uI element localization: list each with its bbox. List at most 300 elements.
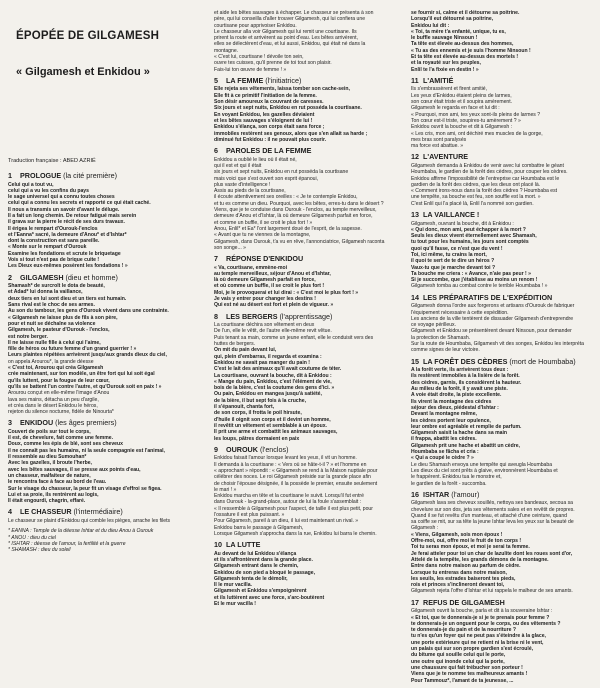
text-line: Pour Gilgamesh, pareil à un dieu, il lui est maintenant un rival. » [214,518,359,525]
text-line: six jours et sept nuits, Enkidou en rut posséda la courtisane [214,169,349,176]
text-line: Gilgamesh, ouvrant la bouche, dit à Enkidou : [411,220,514,227]
text-line: Au son du tambour, les gens d'Ourouk vivent dans une contrainte. [8,308,169,315]
section-title: LES PRÉPARATIFS DE L'EXPÉDITION [421,292,553,302]
text-line: prirent la route et arrivèrent au point d'eau. Les bêtes arrivèrent, [214,35,358,42]
text-line: diminué fut Enkidou : il ne pouvait plus courir. [214,136,327,143]
text-line: Son désir amoureux la couvrant de caresses. [214,99,324,106]
text-line: là où demeure Gilgamesh parfait en force, [214,277,316,284]
text-line: rejeton du silence nocturne, fidèle de Ninourta* [8,409,114,416]
section-heading [411,211,600,220]
section-number: 7 [214,254,218,264]
footnote: * SHAMASH : dieu du soleil [8,547,71,554]
text-line: Lui et sa proie, ils rentrèrent au logis, [8,491,99,498]
section-subtitle: (les âges premiers) [53,418,117,428]
text-line: leur ombre est agréable et remplie de parfum. [411,423,522,430]
section [214,541,404,607]
text-line: Il a fait un long chemin. De retour fatigué mais serein [8,212,137,219]
text-line: Doux, comme les épis de blé, sont ses cheveux [8,441,123,448]
text-line: « Qui donc, mon ami, peut échapper à la mort ? [411,226,526,233]
text-line: Gilgamesh rejeta l'offre d'Ishtar et lui rappela le malheur de ses amants. [411,588,573,595]
text-line: Seuls les dieux vivent éternellement avec Shamash, [411,233,537,240]
text-line: Viens, que je te conduise dans Ourouk - l'enclos, au temple merveilleux, [214,207,377,214]
text-line: lava ses mains, détacha un peu d'argile, [8,396,99,403]
section-subtitle: (dieu et homme) [63,272,118,282]
text-line: Gilgamesh entrant dans le chemin, [214,563,299,570]
text-line: au temple merveilleux, séjour d'Anou et d'Ishtar, [214,270,331,277]
text-line: Les anciens de la ville tentèrent de dissuader Gilgamesh d'entreprendre [411,315,574,322]
text-line: qu'ils luttent, pour la fougue de leur cœur, [8,377,110,384]
text-line: « Les cris, mon ami, ont déchiré mes muscles de la gorge, [411,130,543,137]
text-line: Gilgamesh demanda à Enkidou de venir avec lui combattre le géant [411,162,564,169]
text-line: et tu es comme un dieu. Pourquoi, avec les bêtes, erres-tu dans le désert ? [214,200,384,207]
text-line: Examine les fondations et scrute le briquetage [8,250,121,257]
text-line: « Et toi, que te donnerais-je si je te prenais pour femme ? [411,614,550,621]
section-number: 8 [214,311,218,321]
text-line: mais voici que s'est ouvert son esprit épanoui, [214,175,319,182]
section-subtitle: (l'intermédiaire) [71,507,123,517]
section [411,153,600,207]
section-number: 3 [8,418,12,428]
text-line: Gilgamesh ouvrit la bouche, parla et dit à la souveraine Ishtar : [411,608,553,615]
section-number: 13 [411,210,419,220]
text-line: célébrer des noces. Le roi Gilgamesh préside sur la grande place afin [214,474,371,481]
text-line: elles se délectèrent d'eau, et lui aussi, Enkidou, qui était né dans la [214,41,366,48]
text-line: Il était engourdi, chagrin, effaré. [8,498,86,505]
text-line: Quand il se fut revêtu d'un manteau, et attaché d'une ceinture, quand [411,512,567,519]
text-line: La courtisane, ouvrant la bouche, dit à Enkidou : [214,372,332,379]
section [214,147,404,251]
section [411,358,600,487]
text-line: Celui qui a tout vu, [8,181,54,188]
continued-text [411,10,600,73]
section-number: 15 [411,356,419,366]
text-line: Enkidou lui dit : [411,22,450,29]
section-number: 12 [411,152,419,162]
text-line: il est, de chevelure, fait comme une femme. [8,435,114,442]
section-number: 16 [411,489,419,499]
text-line: « Mange du pain, Enkidou, c'est l'élément de vie, [214,378,332,385]
text-line: il grava sur la pierre le récit de ses durs travaux. [8,219,125,226]
text-line: « Va, courtisane, emmène-moi [214,264,288,271]
text-line: Enkidou faisait l'amour lorsque levant les yeux, il vit un homme. [214,455,357,462]
section-title: LE CHASSEUR [18,507,72,517]
section-title: LA FEMME [224,75,264,85]
section [411,211,600,290]
text-line: gardien de la forêt des cèdres, que les dieux ont placé là. [411,181,541,188]
section-title: REFUS DE GILGAMESH [421,597,505,607]
text-line: et les bêtes sauvages s'éloignent de lui ! [214,117,313,124]
text-line: Enkidou de son pied a bloqué le passage, [214,569,316,576]
text-line: « Il ressemble à Gilgamesh pour l'aspect, de taille il est plus petit, pour [214,505,373,512]
text-line: Six jours et sept nuits, Enkidou en rut posséda la courtisane. [214,105,362,112]
section-title: LA LUTTE [224,540,261,550]
text-line: sa coiffe se mit, sur sa tête la jeune Ishtar leva les yeux sur la beauté de [411,519,574,526]
text-line: Toi, ici même, tu crains la mort, [411,252,487,258]
text-line: il écoute attentivement ses oreilles : « Je te contemple Enkidou, [214,194,358,201]
text-line: l'équipement nécessaire à cette expédition. [411,309,509,316]
section-title: L'AVENTURE [421,152,469,162]
text-line: bois de la bière, c'est la coutume des gens d'ici. » [214,385,335,392]
text-line: une porte extérieure qui ne retient ni la brise ni le vent, [411,639,544,646]
text-line: C'est Enlil qui l'a placé là, Enlil l'a nommé son gardien. [411,200,534,207]
text-line: crée maintenant, sur ton modèle, un être fort qui lui soit égal [8,371,155,378]
text-line: « Toi, ta mère t'a enfanté, unique, tu es, [411,28,506,35]
text-line: les cèdres portent leur opulence, [411,417,491,424]
text-line: Puis tenant sa main, comme un jeune enfant, elle le conduisit vers des [214,334,374,341]
section-number: 1 [8,171,12,180]
section-title: OUROUK [224,444,258,454]
section-number: 11 [411,75,419,85]
section-title: PROLOGUE [18,171,62,180]
text-line: et créa dans le désert Enkidou le héros, [8,402,98,409]
text-line: qui, plein d'embarras, il regarda et examina : [214,353,322,360]
text-line: ma force est abattue. » [411,143,464,150]
text-line: Gilgamesh prit une hache et abattit un cèdre, [411,442,520,449]
text-line: Il ne laisse nulle fille à celui qui l'aime, [8,339,101,346]
page-title: ÉPOPÉE DE GILGAMESH [16,30,160,42]
section-title: ISHTAR [421,489,450,499]
section [411,491,600,595]
text-line: le mari ! » [214,486,237,493]
text-line: le rencontra face à face au bord de l'eau. [8,479,107,486]
text-line: Ils virent la montagne des cèdres [411,398,492,405]
text-line: tu n'es qu'un foyer qui ne peut pas s'éteindre à la glace, [411,633,546,640]
section-number: 17 [411,597,419,607]
text-line: Houmbaba se fâcha et cria : [411,449,479,456]
section-subtitle: (l'amour) [449,489,480,499]
continued-text [214,10,404,73]
text-line: « C'est lui, courtisane ! dévoile ton sein, [214,54,304,61]
text-line: Couvert de poils sur tout le corps, [8,428,91,435]
text-line: est notre berger. [8,333,48,340]
section-heading [411,491,600,500]
text-line: celui qui a connu les secrets et rapporté ce qui était caché. [8,200,151,207]
section-number: 4 [8,507,12,517]
text-line: Le dieu Shamash envoya une tempête qui aveugla Houmbaba [411,461,553,468]
text-line: séjour des dieux, piédestal d'Ishtar : [411,404,499,411]
text-line: Gilgamesh et Enkidou se présentèrent devant Ninsoun, pour demander [411,328,572,335]
text-line: « Comment irons-nous dans la forêt des cèdres ? Houmbaba est [411,188,558,195]
text-line: Lorsque Gilgamesh s'approcha dans la rue, Enkidou lui barra le chemin. [214,530,377,537]
text-line: Au devant de lui Enkidou s'élança [214,550,297,557]
section-list [214,77,404,607]
section-number: 9 [214,444,218,454]
text-line: Vois si tout n'est pas de brique cuite ! [8,257,100,264]
text-line: « Tu as des ennemis et je suis l'homme Ninsoun ! [411,47,531,54]
text-line: Et ta tête est élevée au-dessus des mortels ! [411,54,519,61]
text-line: fille de héros ou future femme d'un grand guerrier ! » [8,346,137,353]
text-line: comme signes de leur victoire. [411,347,480,354]
text-line: rois et princes s'inclineront devant toi, [411,582,505,589]
text-line: tu tout pour les humains, les jours sont comptés [411,239,529,246]
text-line: Avec les gazelles, il broute l'herbe, [8,460,92,467]
text-line: Fais-lui ton œuvre de femme ! » [214,66,287,73]
text-line: Offre-moi, oui, offre moi le fruit de ton corps ! [411,538,522,545]
footnote: * EANNA : Temple de la déesse Ishtar et du dieu Anou à Ourouk [8,528,154,535]
text-line: Lorsque tu entreras dans notre maison, [411,569,507,576]
text-line: avec les bêtes sauvages, il se presse aux points d'eau, [8,466,141,473]
section-heading [214,77,404,86]
text-line: Si je succombe, que j'établisse au moins un renom ! [411,277,538,284]
section-subtitle: (l'enclos) [257,444,289,454]
column-right [411,10,600,688]
section [8,508,206,524]
text-line: Qui est né au désert est fort et plein de vigueur. » [214,302,334,309]
text-line: un palais qui sur son propre gardien s'est écroulé, [411,646,534,653]
text-line: le frappèrent. Enkidou tua le monstre et, [411,474,502,481]
text-line: « approchant » répondit : « Gilgamesh se rend à la Maison nuptiale pour [214,467,378,474]
text-line: Enkidou s'élança, son corps était sans force ; [214,124,325,131]
text-line: Anou, Enlil* et Ea* l'ont largement doué de l'esprit, de la sagesse. [214,225,362,232]
text-line: Elle rejeta ses vêtements, laissa tomber son cache-sein, [214,86,350,93]
text-line: Devant la montagne même, [411,411,477,418]
text-line: te donnerais-je un onguent pour le corps, ou des vêtements ? [411,620,561,627]
text-line: Entre dans notre maison au parfum de cèdre. [411,563,521,570]
text-line: Le chasseur se plaint d'Enkidou qui comble les pièges, arrache les filets [8,517,171,524]
text-line: « Pourquoi, mon ami, tes yeux sont-ils pleins de larmes ? [411,111,541,118]
text-line: Gilgamesh tomba au combat contre le terrible Houmbaba ! » [411,283,548,290]
text-line: son songe... » [214,244,247,251]
text-line: Le chasseur alla voir Gilgamesh qui lui remit une courtisane. Ils [214,28,357,35]
section-heading [8,419,206,428]
text-line: « Monte sur le rempart d'Ourouk [8,244,87,251]
text-line: un chasseur, malfaiteur de nature, [8,472,91,479]
section-heading [214,313,404,322]
text-line: C'est le lait des animaux qu'il avait coutume de téter. [214,366,342,373]
section-heading [214,255,404,264]
text-line: « Viens, Gilgamesh, sois mon époux ! [411,531,503,538]
text-line: pour et nuit se déchaîne sa violence [8,320,96,327]
text-line: une tempête, sa bouche est feu, son souffle est la mort. » [411,194,541,201]
text-line: « C'est toi, Arourou qui créa Gilgamesh [8,365,104,372]
text-line: de la bière, il but sept fois à la cruche, [214,397,306,404]
text-line: il ressemble au dieu Sumouhan* [8,454,87,461]
text-line: et aide les bêtes sauvages à échapper. Le chasseur se présenta à son [214,10,374,16]
section-subtitle: (mort de Houmbaba) [507,356,576,366]
text-line: les seuils, les estrades baiseront tes pieds, [411,575,516,582]
section-heading [411,599,600,608]
text-line: Gilgamesh saisit la hache dans sa main [411,430,507,437]
text-line: Gilgamesh tenta de le démolir, [214,575,288,582]
text-line: il quoi te sert de te dire un héros ? [411,258,495,265]
section [411,294,600,354]
text-line: De l'un, elle le vêtit, de l'autre elle-même revit vêtue. [214,328,332,335]
text-line: La courtisane déchira son vêtement en deux [214,322,315,329]
text-line: et ils s'affrontèrent dans la grande place. [214,556,313,563]
text-line: mes bras sont paralysés [411,136,467,143]
text-line: Moi, je le provoquerai et lui dirai : « C'est moi le plus fort ! » [214,289,359,296]
text-line: les loups, pâtres dormaient en paix [214,435,300,442]
text-line: Lorsqu'il eut détourné sa poitrine, [411,16,494,23]
text-line: Ils s'embrassèrent et firent amitié, [411,86,487,93]
text-line: dont la construction est sans pareille. [8,238,100,245]
section-title: ENKIDOU [18,418,54,428]
text-line: Enkidou affirme l'impossibilité de l'entreprise car Houmbaba est le [411,175,560,182]
text-line: montagne. [214,47,239,54]
text-line: Viens que je te nomme tes malheureux amants ! [411,671,528,678]
text-line: Gilgamesh, le pasteur d'Ourouk - l'enclos, [8,327,110,334]
text-line: Les yeux d'Enkidou étaient pleins de larmes, [411,92,512,99]
text-line: quoi qu'il fasse, ce n'est que du vent ! [411,245,503,252]
text-line: « Avant que tu ne viennes de la montagne, [214,232,311,239]
text-line: Il le mur vacilla. [214,582,252,589]
section-list [411,77,600,684]
text-line: Sur le visage du chasseur, la peur fit un visage d'effroi se figea. [8,485,162,492]
text-line: Gilgamesh donna l'ordre aux forgerons et artisans d'Ourouk de fabriquer [411,303,575,310]
section-number: 10 [214,540,222,550]
text-line: Enkidou ouvrit la bouche et dit à Gilgamesh : [411,124,513,131]
text-line: et l'Eanna* sacré, la demeure d'Anou* et d'Ishtar* [8,231,127,238]
section-title: LA VAILLANCE ! [421,210,480,220]
section [214,446,404,537]
footnotes [8,528,206,553]
text-line: Pour Tammouz*, l'amant de ta jeunesse, ... [411,677,514,684]
text-line: Il nous a transmis un savoir d'avant le déluge. [8,206,120,213]
text-line: l'ossature il est plus puissant. » [214,511,285,518]
text-line: A voie était droite, la piste excellente. [411,392,502,399]
text-line: il s'épanouit, chanta fort, [214,404,275,411]
text-line: Et le mur vacilla ! [214,601,256,608]
text-line: Il érigea le rempart d'Ourouk-l'enclos [8,225,98,232]
column-middle [214,10,404,611]
section-title: RÉPONSE D'ENKIDOU [224,254,304,264]
section-heading [214,147,404,156]
text-line: et ils luttèrent avec une force, s'arc-boutèrent [214,594,325,601]
text-line: on appela Arourou*, la grande déesse [8,358,94,365]
section-title: L'AMITIÉ [421,75,454,85]
text-line: Je ferai atteler pour toi un char de lazulite dont les roues sont d'or, [411,550,573,557]
section-subtitle: (l'apprentissage) [277,311,333,321]
text-line: le buffle sauvage Ninsoun ! [411,35,478,42]
section-subtitle: (l'initiatrice) [263,75,302,85]
text-line: et la royauté sur les peuples, [411,60,481,67]
section-heading [8,508,206,517]
text-line: Gilgamesh, dans Ourouk, t'a vu en rêve, l'annonciatrice, Gilgamesh raconta [214,238,385,245]
text-line: Ta tête est élevée au-dessus des hommes, [411,41,514,48]
text-line: courtisane pour apprivoiser Enkidou. [214,22,297,29]
text-line: il revêtit un vêtement et semblable à un époux. [214,422,327,429]
text-line: Ou pain, Enkidou en mangea jusqu'à satiété, [214,391,322,398]
text-line: chevelure sur son dos, jeta ses vêtements sales et en revêtit de propres. [411,506,575,513]
text-line: plus vaste d'intelligence ! [214,181,271,188]
section-heading [411,358,600,367]
section [214,255,404,309]
section-number: 5 [214,75,218,85]
text-line: « Gilgamesh ne laisse plus de fils à son père, [8,314,118,321]
text-line: Il prit une arme et combattit les animaux sauvages, [214,429,338,436]
text-line: huttes de bergers. [214,341,256,348]
text-line: le sage universel qui a connu toutes choses [8,194,115,201]
section [214,313,404,442]
text-line: Il demanda à la courtisane : « Vers où se hâte-t-il ? » et l'homme en [214,461,367,468]
text-line: demeure d'Anou et d'Ishtar, là où demeure Gilgamesh parfait en force, [214,213,373,220]
text-line: et où comme un buffle, il se croit le plus fort ! [214,283,325,290]
text-line: il ne connaît pas les humains, ni la seule compagnie est l'animal, [8,447,165,454]
text-line: Shamash* de surcroît le dota de beauté, [8,283,105,290]
text-line: ouvre tes cuisses, qu'il prenne de toi tout son plaisir. [214,60,332,67]
text-line: Houmbaba, le gardien de la forêt des cèdres, pour couper les cèdres. [411,169,568,176]
text-line: Elle fit à ce primitif l'initiation de la femme. [214,92,317,99]
section-title: PAROLES DE LA FEMME [224,146,312,156]
text-line: immobiles restèrent ses genoux, alors que s'en allait sa harde ; [214,130,368,137]
section-heading [411,294,600,303]
section-heading [214,541,404,550]
text-line: Vaux-tu que je marche devant toi ? [411,264,496,271]
text-line: il frappa, abattit les cèdres. [411,436,477,443]
section [8,419,206,504]
text-line: celui qui a vu les confins du pays [8,187,89,194]
text-line: la protection de Shamash. [411,334,471,341]
text-line: Assis au pieds de la courtisane, [214,188,286,195]
text-line: Gilgamesh : [411,525,439,532]
text-line: Toi tu seras mon époux, et moi je serai ta femme. [411,544,530,551]
text-line: Enlil te l'a fixée en destin ! » [411,66,479,73]
text-line: et Adad* lui donna la vaillance, [8,289,83,296]
text-line: d'huile il oignit son corps et il devint un homme, [214,416,331,423]
footnote: * ISHTAR : déesse de l'amour, la fertilité et la guerre [8,540,126,547]
text-line: père, qui lui conseilla d'aller trouver Gilgamesh, qui lui confiera une [214,16,366,23]
text-line: de son corps, il frotta le poil hirsute, [214,410,302,417]
section-heading [214,446,404,455]
section [411,77,600,149]
text-line: une outre qui inonde celui qui la porte, [411,658,505,665]
text-line: Leurs plaintes répétées arrivèrent jusqu'aux grands dieux du ciel, [8,352,167,359]
section-number: 6 [214,146,218,156]
text-line: Sur la route de Houmbaba, Gilgamesh vit des songes, Enkidou les interpréta [411,341,585,348]
text-line: « Qui a coupé le cèdre ? » [411,455,474,462]
text-line: qui il est et qui il était [214,162,262,169]
text-line: Ta bouche me criera : « Avance, n'aie pas peur ! » [411,270,531,277]
text-line: Attelé de la tempête, les grands démons de la montagne. [411,556,549,563]
text-line: de choisir l'épouse désignée, il la possède le premier, ensuite seulement [214,480,378,487]
page-subtitle: « Gilgamesh et Enkidou » [16,66,150,78]
text-line: du bitume qui souille celui qui le porte, [411,652,506,659]
section-heading [8,172,206,181]
section [8,172,206,270]
section-list [8,172,206,524]
text-line: Gilgamesh et Enkidou s'empoignèrent [214,588,307,595]
text-line: Enkidou barra le passage à Gilgamesh, [214,524,304,531]
column-left [8,10,206,553]
section-subtitle: (la cité première) [61,171,118,180]
text-line: se fournir si, calme et il détourne sa poitrine. [411,10,520,16]
text-line: Gilgamesh le regarda en face et lui dit : [411,105,500,112]
text-line: une chaussure qui fait trébucher son porteur ! [411,664,523,671]
text-line: te donnerais-je du pain et de la nourriture ? [411,627,517,634]
section-title: LA FORÊT DES CÈDRES [421,356,508,366]
text-line: Arourou conçut en elle-même l'image d'Anou [8,390,110,397]
text-line: dans Ourouk - la-grand-place, autour de lui la foule s'assemblait : [214,499,362,506]
text-line: Au milieu de la forêt, il y avait une piste. [411,386,508,393]
text-line: qu'ils se battent l'un contre l'autre, et qu'Ourouk soit en paix ! » [8,383,162,390]
text-line: Enkidou ne savait pas manger du pain ! [214,359,310,366]
text-line: Sans rival est le choc de ses armes. [8,302,95,309]
section-title: GILGAMESH [18,272,64,282]
text-line: Enkidou a oublié le lieu où il était né, [214,156,297,163]
section [8,274,206,416]
section-number: 2 [8,272,12,282]
section [214,77,404,143]
section-heading [411,77,600,86]
text-line: et comme un buffle, il se croit le plus fort ! » [214,219,313,226]
section-heading [8,274,206,283]
translation-credit: Traduction française : ABED AZRIÉ [8,158,96,164]
text-line: Les dieux du ciel sont prêts à glaive, environnèrent Houmbaba et [411,467,558,474]
text-line: Enkidou marcha en tête et la courtisane le suivit. Lorsqu'il fut entré [214,493,364,500]
text-line: son cœur était triste et il soupira amèrement. [411,99,513,106]
text-line: A la forêt verte, ils arrivèrent tous deux : [411,367,509,374]
text-line: ce voyage périlleux. [411,322,457,329]
